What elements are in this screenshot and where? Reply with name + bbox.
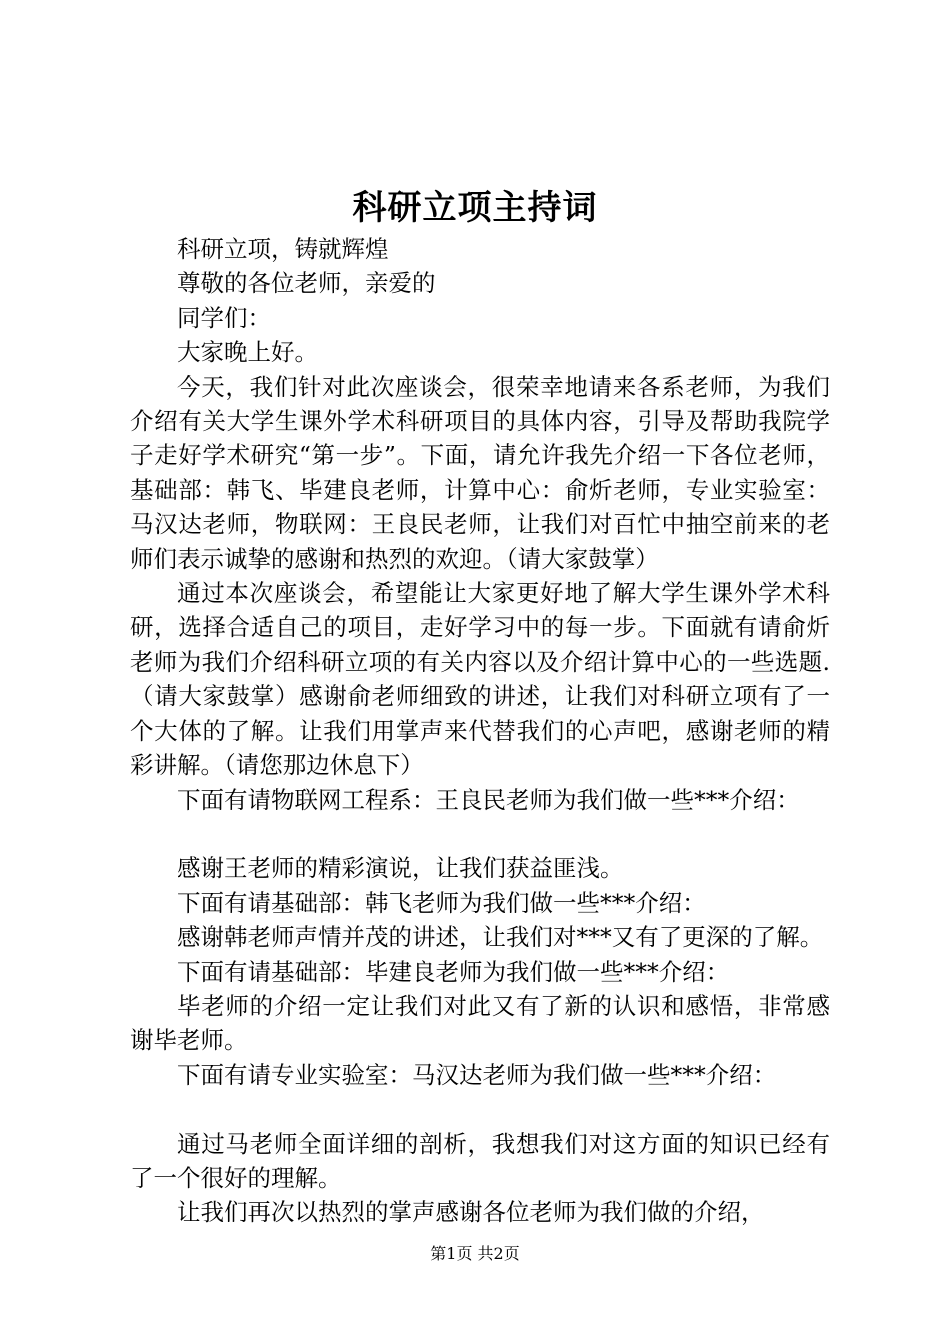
paragraph-invite-bi: 下面有请基础部：毕建良老师为我们做一些***介绍： — [177, 957, 730, 986]
paragraph-thanks-ma: 通过马老师全面详细的剖析，我想我们对这方面的知识已经有了一个很好的理解。 — [130, 1129, 830, 1192]
paragraph-invite-han: 下面有请基础部：韩飞老师为我们做一些***介绍： — [177, 888, 706, 917]
blank-line — [130, 817, 830, 851]
paragraph-subtitle: 科研立项，铸就辉煌 — [177, 235, 389, 263]
paragraph-introduction: 今天，我们针对此次座谈会，很荣幸地请来各系老师，为我们介绍有关大学生课外学术科研项目的具体内容，引导及帮助我院学子走好学术研究“第一步”。下面，请允许我先介绍一下各位老师，基础部：韩飞、毕建良老师，计算中心：俞炘老师，专业实验室：马汉达老师，物联网：王良民老师，让我们对百忙中抽空前来的老师们表示诚挚的感谢和热烈的欢迎。（请大家鼓掌） — [130, 372, 830, 573]
paragraph-good-evening: 大家晚上好。 — [177, 338, 318, 367]
paragraph-thanks-han: 感谢韩老师声情并茂的讲述，让我们对***又有了更深的了解。 — [177, 923, 824, 952]
paragraph-greeting-2: 同学们： — [177, 303, 271, 332]
paragraph-invite-ma: 下面有请专业实验室：马汉达老师为我们做一些***介绍： — [177, 1060, 777, 1089]
paragraph-greeting-1: 尊敬的各位老师，亲爱的 — [177, 269, 436, 298]
paragraph-thanks-bi: 毕老师的介绍一定让我们对此又有了新的认识和感悟，非常感谢毕老师。 — [130, 991, 830, 1055]
paragraph-thanks-wang: 感谢王老师的精彩演说，让我们获益匪浅。 — [177, 854, 624, 883]
paragraph-invite-wang: 下面有请物联网工程系：王良民老师为我们做一些***介绍： — [177, 785, 800, 814]
paragraph-closing: 让我们再次以热烈的掌声感谢各位老师为我们做的介绍， — [177, 1198, 765, 1227]
document-title: 科研立项主持词 — [352, 188, 598, 228]
document-body — [130, 232, 830, 1230]
paragraph-purpose: 通过本次座谈会，希望能让大家更好地了解大学生课外学术科研，选择合适自己的项目，走好学习中的每一步。下面就有请俞炘老师为我们介绍科研立项的有关内容以及介绍计算中心的一些选题.（请大家鼓掌）感谢俞老师细致的讲述，让我们对科研立项有了一个大体的了解。让我们用掌声来代替我们的心声吧，感谢老师的精彩讲解。（请您那边休息下） — [130, 579, 830, 780]
page-number-footer: 第1页 共2页 — [430, 1244, 520, 1263]
blank-line — [130, 1092, 830, 1126]
